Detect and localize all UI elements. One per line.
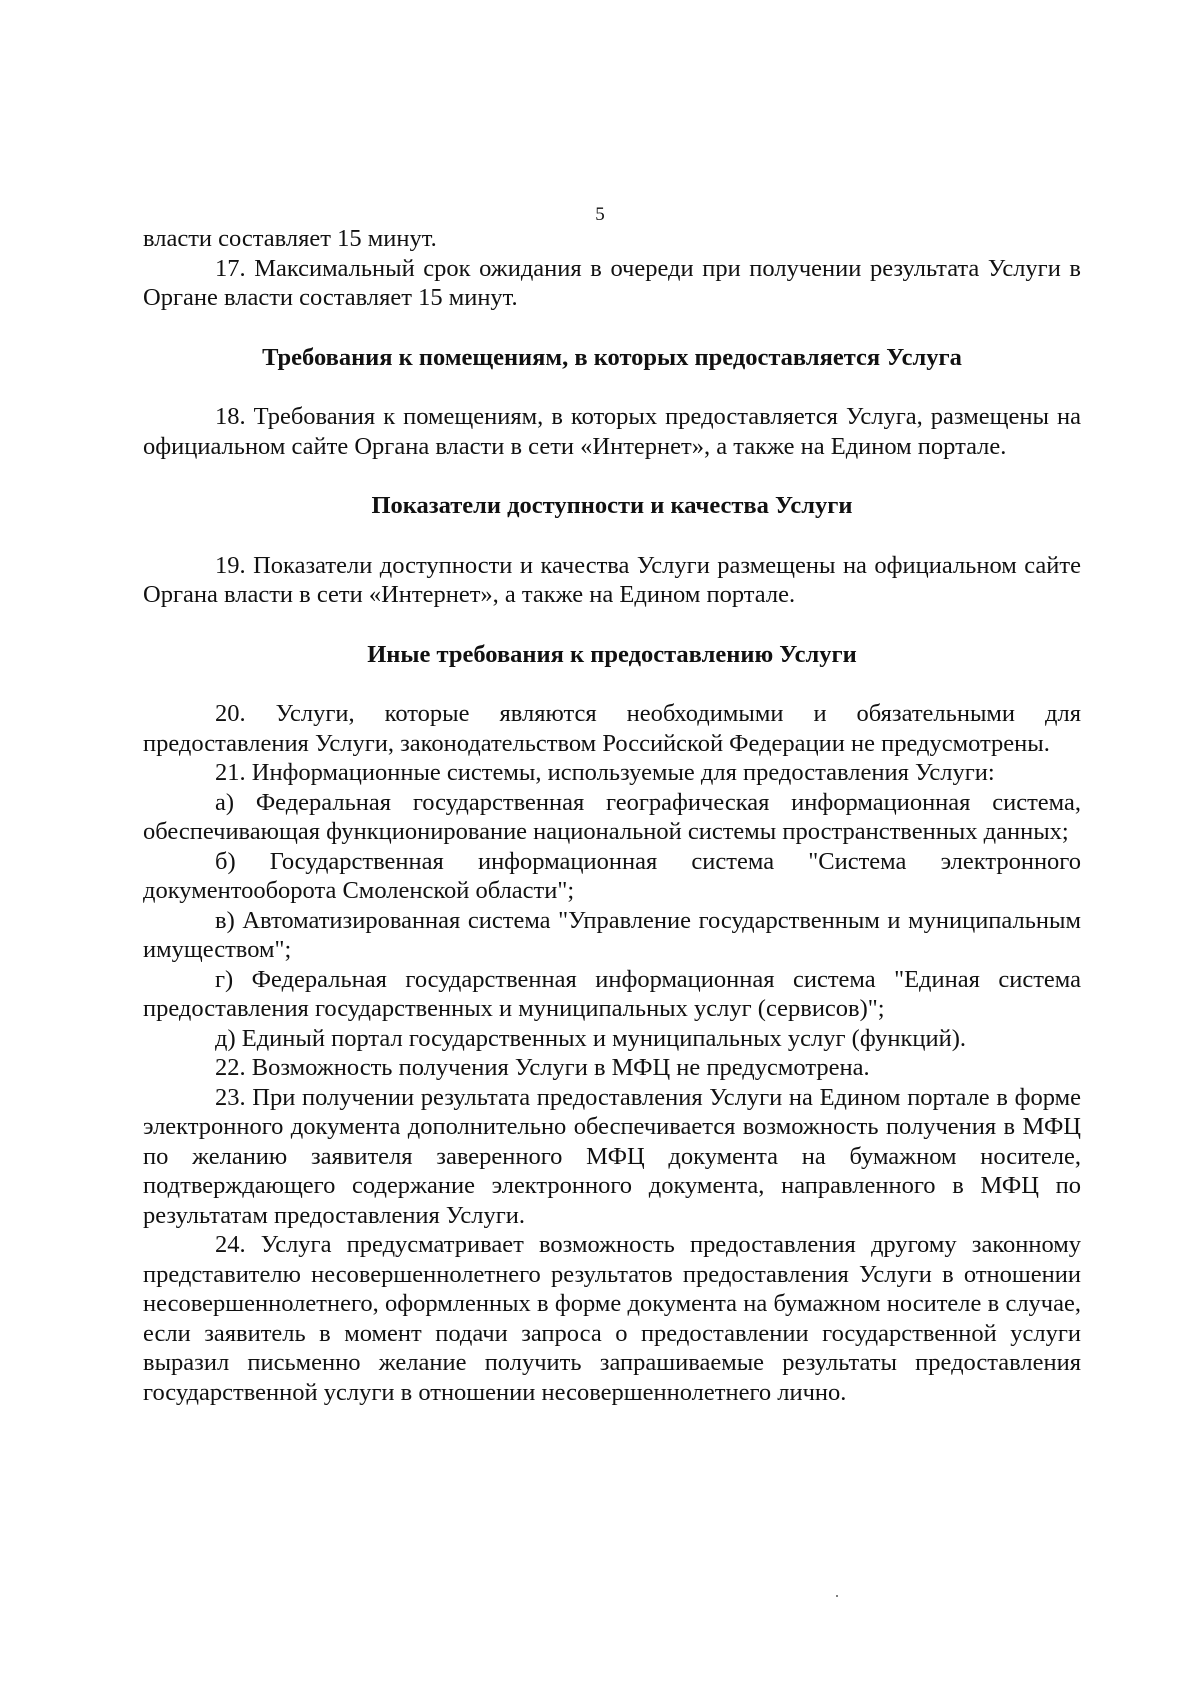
paragraph-17: 17. Максимальный срок ожидания в очереди при получении результата Услуги в Органе власти составляет 15 минут. xyxy=(143,254,1081,311)
heading-accessibility-indicators: Показатели доступности и качества Услуги xyxy=(371,492,853,519)
paragraph-21: 21. Информационные системы, используемые для предоставления Услуги: xyxy=(215,759,995,786)
paragraph-22: 22. Возможность получения Услуги в МФЦ не предусмотрена. xyxy=(215,1054,870,1081)
paragraph-24: 24. Услуга предусматривает возможность предоставления другому законному представителю несовершеннолетнего результатов предоставления Услуги в отношении несовершеннолетнего, оформленных в форме документа на бумажном носителе в случае, если заявитель в момент подачи запроса о предоставлении государственной услуги выразил письменно желание получить запрашиваемые результаты предоставления государственной услуги в отношении несовершеннолетнего лично. xyxy=(143,1231,1081,1406)
document-body xyxy=(143,224,1081,1407)
paragraph-21-v: в) Автоматизированная система "Управление государственным и муниципальным имуществом"; xyxy=(143,906,1081,963)
heading-other-requirements: Иные требования к предоставлению Услуги xyxy=(367,640,857,668)
page-number: 5 xyxy=(595,204,605,225)
paragraph-23: 23. При получении результата предоставления Услуги на Едином портале в форме электронного документа дополнительно обеспечивается возможность получения в МФЦ по желанию заявителя заверенного МФЦ документа на бумажном носителе, подтверждающего содержание электронного документа, направленного в МФЦ по результатам предоставления Услуги. xyxy=(143,1083,1081,1229)
paragraph-21-d: д) Единый портал государственных и муниципальных услуг (функций). xyxy=(215,1024,966,1052)
paragraph-19: 19. Показатели доступности и качества Услуги размещены на официальном сайте Органа власти в сети «Интернет», а также на Едином портале. xyxy=(143,551,1081,608)
paragraph-21-g: г) Федеральная государственная информационная система "Единая система предоставления государственных и муниципальных услуг (сервисов)"; xyxy=(143,965,1081,1022)
paragraph-20: 20. Услуги, которые являются необходимыми и обязательными для предоставления Услуги, законодательством Российской Федерации не предусмотрены. xyxy=(143,700,1081,757)
paragraph-21-a: а) Федеральная государственная географическая информационная система, обеспечивающая функционирование национальной системы пространственных данных; xyxy=(143,788,1081,845)
scan-speck xyxy=(836,1595,838,1597)
heading-premises-requirements: Требования к помещениям, в которых предоставляется Услуга xyxy=(262,343,962,371)
paragraph-16-continuation: власти составляет 15 минут. xyxy=(143,225,437,252)
paragraph-18: 18. Требования к помещениям, в которых предоставляется Услуга, размещены на официальном сайте Органа власти в сети «Интернет», а также на Едином портале. xyxy=(143,403,1081,460)
paragraph-21-b: б) Государственная информационная система "Система электронного документооборота Смоленской области"; xyxy=(143,847,1081,904)
